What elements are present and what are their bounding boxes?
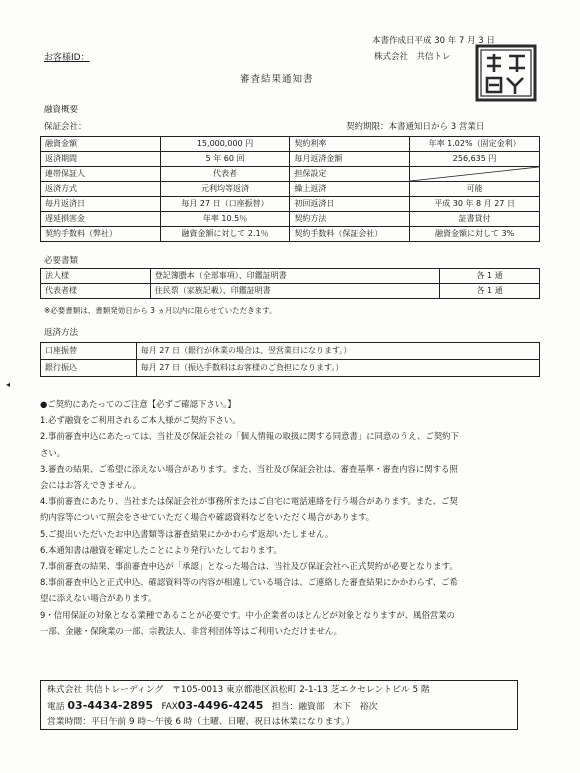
loan-item-label: 融資金額	[41, 137, 161, 152]
loan-item-label: 初回返済日	[290, 197, 410, 212]
loan-item-label: 契約方法	[290, 212, 410, 227]
doc-party: 代表者様	[41, 284, 151, 299]
repayment-method-table	[40, 342, 540, 377]
guarantor-label: 保証会社：	[44, 122, 87, 132]
table-row	[41, 360, 540, 377]
phone-line	[47, 698, 511, 715]
table-row	[41, 269, 540, 284]
loan-item-value	[410, 167, 540, 182]
repay-detail: 毎月 27 日（振込手数料はお客様のご負担になります。）	[136, 360, 539, 377]
loan-item-value: 平成 30 年 8 月 27 日	[410, 197, 540, 212]
docs-section-title: 必要書類	[44, 256, 79, 266]
fax-label: FAX	[161, 702, 178, 712]
table-row	[41, 182, 540, 197]
repay-method: 銀行振込	[41, 360, 137, 377]
table-row	[41, 284, 540, 299]
table-row	[41, 212, 540, 227]
loan-item-label: 担保設定	[290, 167, 410, 182]
contact-person: 担当：融資部 木下 裕次	[271, 702, 378, 712]
required-docs-table	[40, 268, 540, 299]
tel-number: 03-4434-2895	[67, 699, 154, 712]
loan-item-label: 繰上返済	[290, 182, 410, 197]
table-row	[41, 137, 540, 152]
loan-item-value: 代表者	[160, 167, 290, 182]
note-line: 8.事前審査申込と正式申込、確認資料等の内容が相違している場合は、ご連絡した審査結果にかかわらず、ご希	[40, 577, 458, 588]
loan-item-label: 契約手数料（保証会社）	[290, 227, 410, 242]
notes-heading: ●ご契約にあたってのご注意【必ずご確認下さい。】	[40, 399, 236, 409]
loan-summary-table	[40, 136, 540, 242]
note-line: 5.ご提出いただいたお申込書類等は審査結果にかかわらず返却いたしません。	[40, 528, 334, 539]
note-line: 3.審査の結果、ご希望に添えない場合があります。また、当社及び保証会社は、審査基準・審査内容に関する照	[40, 463, 458, 474]
note-line: 7.事前審査の結果、事前審査申込が「承認」となった場合は、当社及び保証会社へ正式契約が必要となります。	[40, 561, 458, 572]
docs-note: ※必要書類は、書類発効日から 3 ヵ月以内に限らせていただきます。	[44, 306, 277, 315]
note-line: さい。	[40, 447, 66, 458]
loan-item-label: 契約手数料（弊社）	[41, 227, 161, 242]
document-title: 審査結果通知書	[240, 74, 314, 85]
loan-item-value: 元利均等返済	[160, 182, 290, 197]
loan-item-value: 融資金額に対して 3%	[410, 227, 540, 242]
note-line: 一部、金融・保険業の一部、宗教法人、非営利団体等はご利用いただけません。	[40, 625, 343, 636]
loan-item-value: 年率 10.5％	[160, 212, 290, 227]
doc-items: 住民票（家族記載）、印鑑証明書	[150, 284, 439, 299]
note-line: 4.事前審査にあたり、当社または保証会社が事務所またはご自宅に電話連絡を行う場合があります。また、ご契	[40, 496, 458, 507]
loan-section-title: 融資概要	[44, 105, 79, 115]
company-address: 株式会社 共信トレーディング 〒105-0013 東京都港区浜松町 2-1-13 芝エクセレントビル 5 階	[47, 685, 430, 695]
table-row	[41, 152, 540, 167]
repay-detail: 毎月 27 日（銀行が休業の場合は、翌営業日になります。）	[136, 343, 539, 360]
note-line: 2.事前審査申込にあたっては、当社及び保証会社の「個人情報の取扱に関する同意書」に同意のうえ、ご契約下	[40, 431, 459, 442]
loan-item-value: 年率 1.02%（固定金利）	[410, 137, 540, 152]
table-row	[41, 197, 540, 212]
table-row	[41, 343, 540, 360]
doc-party: 法人様	[41, 269, 151, 284]
note-line: 会にはお答えできません。	[40, 480, 142, 491]
loan-item-label: 毎月返済金額	[290, 152, 410, 167]
loan-item-value: 証書貸付	[410, 212, 540, 227]
loan-item-label: 遅延損害金	[41, 212, 161, 227]
loan-item-label: 連帯保証人	[41, 167, 161, 182]
business-hours: 営業時間：平日午前 9 時〜午後 6 時（土曜、日曜、祝日は休業になります。）	[47, 717, 355, 727]
customer-id-label: お客様ID：	[44, 53, 90, 63]
margin-mark: ◂	[6, 380, 11, 389]
tel-label: 電話	[47, 702, 65, 712]
doc-count: 各 1 通	[440, 284, 540, 299]
company-seal-stamp	[475, 44, 537, 102]
fax-number: 03-4496-4245	[177, 699, 264, 712]
validity-period: 契約期限：本書通知日から 3 営業日	[346, 122, 485, 132]
loan-item-value: 可能	[410, 182, 540, 197]
note-line: 望に添えない場合があります。	[40, 593, 157, 604]
contract-notes	[40, 396, 538, 639]
note-line: 9・信用保証の対象となる業種であることが必要です。中小企業者のほとんどが対象となりますが、風俗営業の	[40, 609, 456, 620]
loan-item-value: 毎月 27 日（口座振替）	[160, 197, 290, 212]
loan-item-label: 毎月返済日	[41, 197, 161, 212]
note-line: 1.必ず融資をご利用されるご本人様がご契約下さい。	[40, 415, 241, 426]
table-row	[41, 167, 540, 182]
doc-count: 各 1 通	[440, 269, 540, 284]
repay-section-title: 返済方法	[44, 328, 79, 338]
issuer-company: 株式会社 共信トレ	[374, 52, 451, 62]
empty-cell-slash	[410, 167, 539, 181]
loan-item-label: 返済方式	[41, 182, 161, 197]
loan-item-value: 15,000,000 円	[160, 137, 290, 152]
created-date: 本書作成日平成 30 年 7 月 3 日	[372, 36, 495, 46]
loan-item-label: 契約利率	[290, 137, 410, 152]
doc-items: 登記簿謄本（全部事項）、印鑑証明書	[150, 269, 439, 284]
loan-item-value: 256,635 円	[410, 152, 540, 167]
repay-method: 口座振替	[41, 343, 137, 360]
table-row	[41, 227, 540, 242]
loan-item-value: 5 年 60 回	[160, 152, 290, 167]
loan-item-value: 融資金額に対して 2.1％	[160, 227, 290, 242]
loan-item-label: 返済期間	[41, 152, 161, 167]
company-contact-box	[40, 680, 518, 730]
note-line: 6.本通知書は融資を確定したことにより発行いたしております。	[40, 544, 282, 555]
note-line: 約内容等について照会をさせていただく場合や確認資料などをいただく場合があります。	[40, 512, 375, 523]
